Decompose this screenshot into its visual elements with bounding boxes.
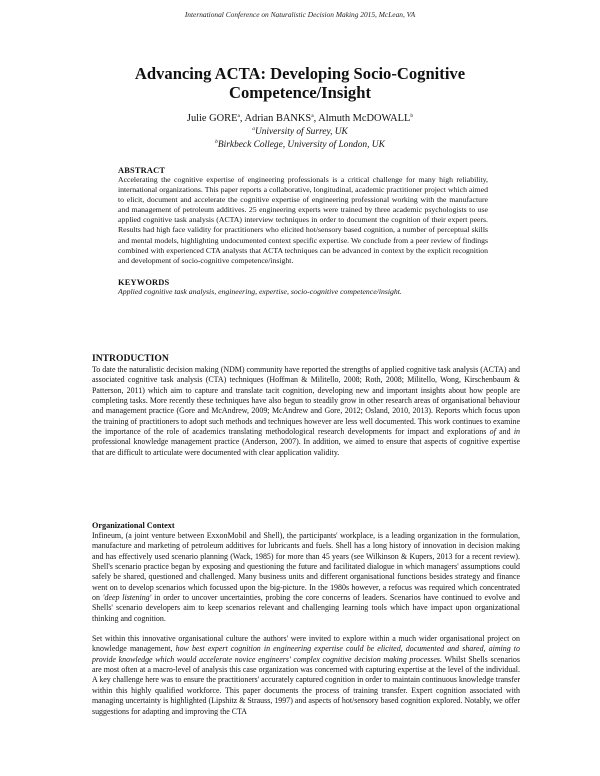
- org-context-emphasis: how best expert cognition in engineering expertise could be elicited, documented and shared, aiming to provide knowledge which would accelerate novice engineers' complex cognitive decision making processes.: [92, 644, 520, 664]
- running-head: International Conference on Naturalistic Decision Making 2015, McLean, VA: [184, 10, 416, 19]
- author-list: [0, 112, 600, 125]
- affiliation-mark: b: [215, 139, 218, 145]
- author-affiliation-mark: b: [410, 113, 414, 119]
- affiliation-mark: a: [252, 126, 255, 132]
- keywords-section: [118, 278, 488, 297]
- affiliation-b: [0, 139, 600, 151]
- keywords-heading: KEYWORDS: [118, 278, 170, 287]
- org-context-text: Set within this innovative organisational culture the authors' were invited to explore within a much wider organisational project on knowledge management,: [92, 634, 520, 654]
- author-separator: ,: [239, 113, 245, 124]
- org-context-paragraph-2: [92, 634, 520, 717]
- author-affiliation-mark: a: [237, 113, 240, 119]
- org-context-heading: Organizational Context: [92, 521, 175, 530]
- abstract-text: Accelerating the cognitive expertise of engineering professionals is a critical challenge for many high reliability, international organizations. This paper reports a collaborative, longitudinal, academic practitioner project which aimed to elicit, document and accelerate the cognitive expertise of engineering professional working with the manufacture and management of petroleum additives. 25 engineering experts were trained by three academic psychologists to use applied cognitive task analysis (ACTA) interview techniques in order to document the cognition of their expert peers. Results had high face validity for practitioners who elicited hot/sensory based cognition, a number of perceptual skills and mental models, highlighting undocumented context specific expertise. We conclude from a peer review of findings combined with experienced CTA analysts that ACTA techniques can be advanced in context by the explicit recognition and development of socio-cognitive competence/insight.: [118, 175, 488, 265]
- introduction-emphasis: in: [513, 427, 520, 437]
- org-context-paragraph-1: [92, 531, 520, 624]
- title-line-1: Advancing ACTA: Developing Socio-Cognitive: [134, 64, 466, 83]
- org-context-text: Infineum, (a joint venture between ExxonMobil and Shell), the participants' workplace, is a leading organization in the formulation, manufacture and marketing of petroleum additives for lubricants and fuels. Shell has a long history of innovation in decision making and has effectively used scenario planning (Wack, 1985) for more than 45 years (see Wilkinson & Kupers, 2013 for a recent review). Shell's scenario practice began by exposing and questioning the future and facilitated dialogue in which managers' assumptions could safely be shared, questioned and challenged. Many business units and different organisational functions besides strategy and finance went on to develop scenarios which focussed upon the big-picture. In the 1980s however, a refocus was required which concentrated on: [92, 531, 520, 603]
- org-context-text: in order to uncover uncertainties, probing the core concerns of leaders. Scenarios have continued to evolve and Shells' scenario developers aim to keep scenarios relevant and challenging learning tools which have impact upon organizational thinking and cognition.: [92, 593, 521, 623]
- abstract-heading: ABSTRACT: [118, 166, 166, 175]
- introduction-text: To date the naturalistic decision making (NDM) community have reported the strengths of applied cognitive task analysis (ACTA) and associated cognitive task analysis (CTA) techniques (Hoffman & Militello, 2008; Roth, 2008; Militello, Wong, Kirschenbaum & Patterson, 2011) which aim to capture and translate tacit cognition, developing new and important insights about how people are completing tasks. More recently these techniques have also begun to steadily grow in other research areas of organisational behaviour and management practice (Gore and McAndrew, 2009; McAndrew and Gore, 2012; Osland, 2010, 2013). Reports which focus upon the training of practitioners to adopt such methods and techniques however are less well documented. This work continues to examine the importance of the role of academics translating methodological research developments for impact and explorations: [92, 365, 520, 437]
- affiliation-a: [0, 126, 600, 138]
- author-name: Almuth McDOWALL: [318, 113, 411, 124]
- introduction-paragraph: [92, 365, 520, 458]
- affiliation-text: University of Surrey, UK: [254, 127, 348, 137]
- title-line-2: Competence/Insight: [229, 83, 371, 102]
- org-context-emphasis: 'deep listening': [102, 593, 152, 603]
- author-affiliation-mark: a: [311, 113, 314, 119]
- introduction-emphasis: of: [489, 427, 496, 437]
- author-separator: ,: [313, 113, 319, 124]
- author-name: Julie GORE: [186, 113, 238, 124]
- introduction-text: professional knowledge management practice (Anderson, 2007). In addition, we aimed to ensure that aspects of cognitive expertise that are difficult to articulate were documented with clear application validity.: [92, 437, 520, 457]
- org-context-section: [92, 520, 520, 717]
- keywords-text: Applied cognitive task analysis, engineering, expertise, socio-cognitive competence/insight.: [118, 287, 402, 296]
- introduction-text: and: [495, 427, 514, 437]
- introduction-heading: INTRODUCTION: [92, 353, 169, 364]
- affiliation-text: Birkbeck College, University of London, UK: [217, 140, 385, 150]
- author-name: Adrian BANKS: [244, 113, 312, 124]
- paper-title: [60, 64, 540, 102]
- introduction-section: [92, 353, 520, 458]
- abstract-section: [118, 166, 488, 266]
- org-context-text: Whilst Shells scenarios are most often at a macro-level of analysis this case organization was concerned with capturing expertise at the level of the individual. A key challenge here was to ensure the practitioners' accurately captured cognition in order to maintain continuous knowledge transfer within this highly qualified workforce. This paper documents the process of training transfer. Expert cognition associated with managing uncertainty is highlighted (Lipshitz & Strauss, 1997) and aspects of hot/sensory based cognition explored. Notably, we offer suggestions for adapting and improving the CTA: [92, 654, 520, 716]
